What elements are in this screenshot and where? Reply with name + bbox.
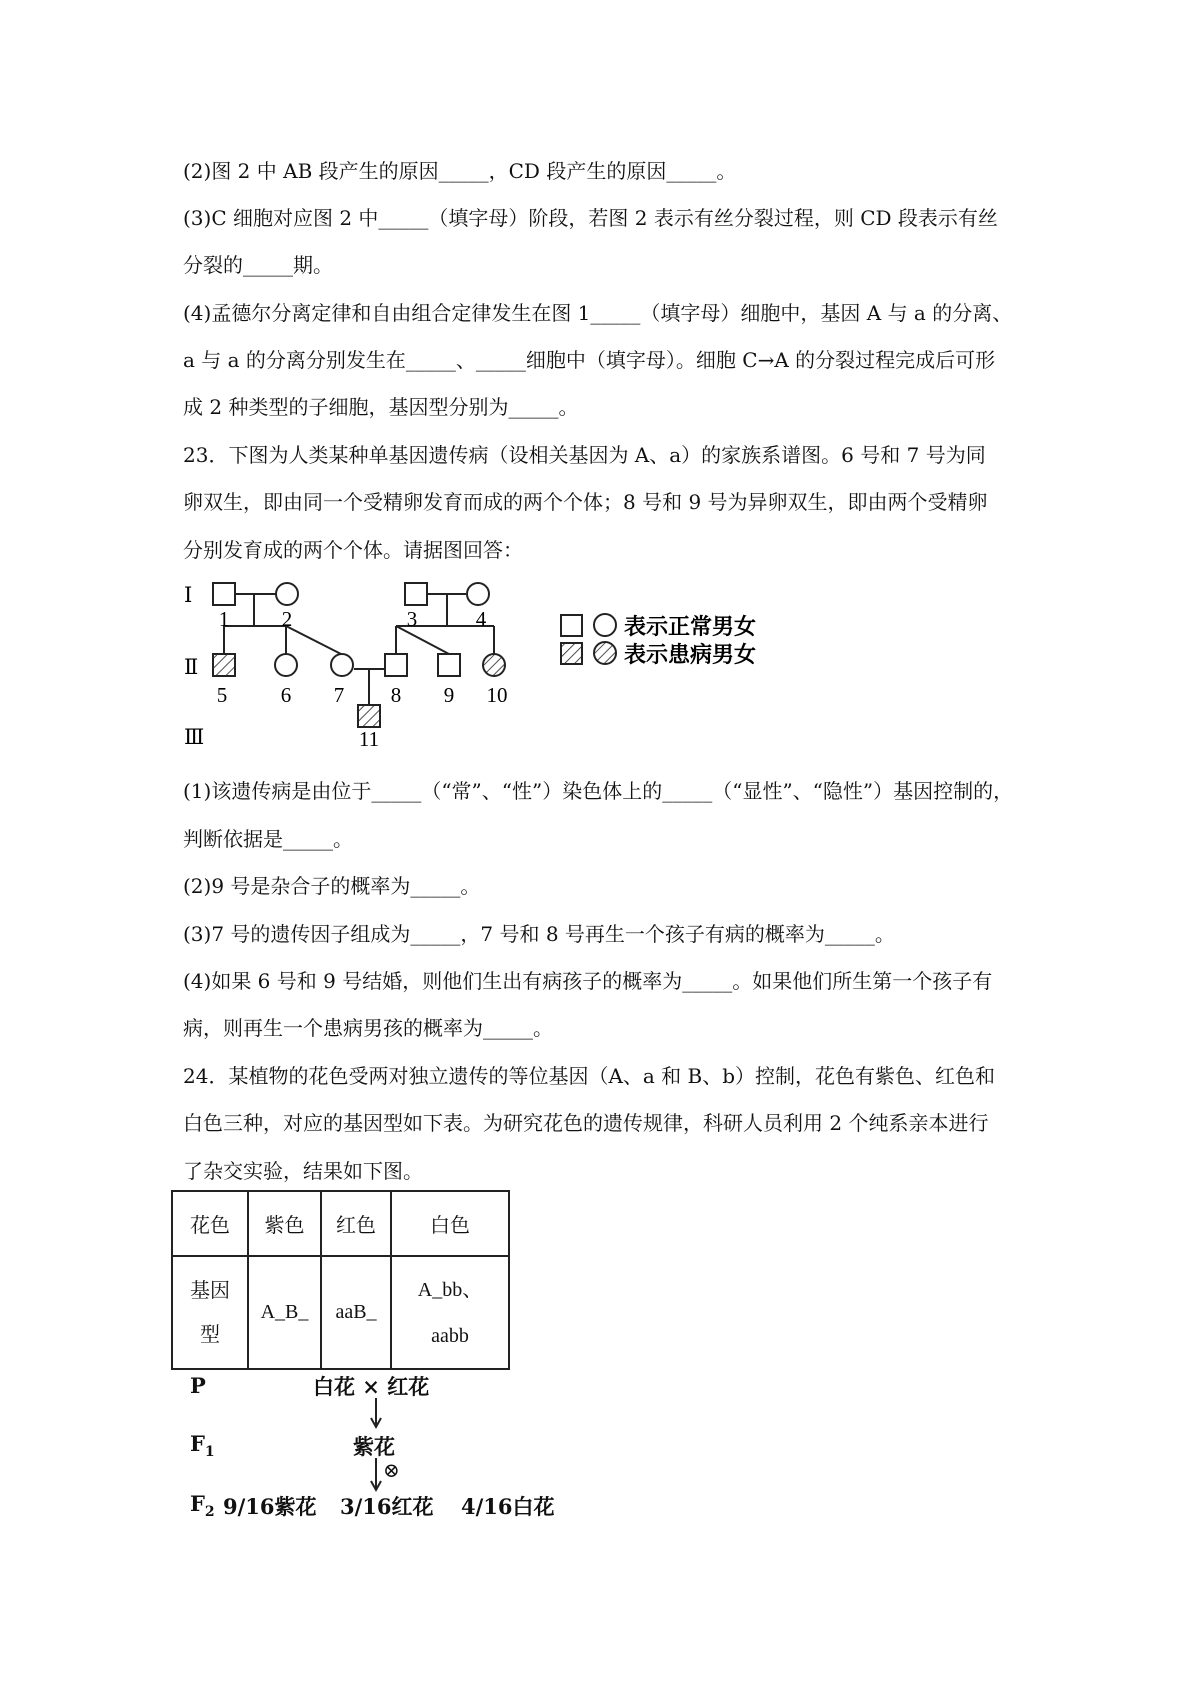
table-cell-white-line2: aabb — [431, 1324, 469, 1347]
label-4: 4 — [475, 607, 487, 631]
label-9: 9 — [443, 683, 455, 707]
table-header-color: 花色 — [172, 1191, 248, 1256]
table-row-label-line2: 型 — [200, 1323, 220, 1346]
f2-letter: F — [190, 1491, 205, 1516]
f2-subscript: 2 — [204, 1504, 215, 1521]
label-5: 5 — [216, 683, 228, 707]
cross-f2-white: 4/16白花 — [461, 1494, 555, 1519]
q23-part3: (3)7 号的遗传因子组成为_____，7 号和 8 号再生一个孩子有病的概率为_____。 — [183, 922, 895, 946]
label-1: 1 — [218, 607, 230, 631]
label-10: 10 — [486, 683, 508, 707]
table-header-purple: 紫色 — [248, 1191, 321, 1256]
cross-f1: 紫花 — [353, 1434, 395, 1459]
cross-parents: 白花 × 红花 — [313, 1374, 430, 1399]
q23-intro-line2: 卵双生，即由同一个受精卵发育而成的两个个体；8 号和 9 号为异卵双生，即由两个受精卵 — [183, 490, 988, 514]
q22-part2: (2)图 2 中 AB 段产生的原因_____，CD 段产生的原因_____。 — [183, 159, 737, 183]
self-cross-symbol: ⊗ — [383, 1458, 400, 1482]
q23-part4-line2: 病，则再生一个患病男孩的概率为_____。 — [183, 1016, 553, 1040]
q22-part4-line1: (4)孟德尔分离定律和自由组合定律发生在图 1_____（填字母）细胞中，基因 A 与 a 的分离、 — [183, 301, 1013, 325]
table-cell-red-genotype: aaB_ — [321, 1256, 391, 1369]
generation-III-label: Ⅲ — [184, 725, 205, 749]
label-11: 11 — [358, 727, 380, 751]
legend-normal-text: 表示正常男女 — [624, 615, 757, 640]
cross-p-label: P — [190, 1373, 206, 1398]
label-7: 7 — [333, 683, 345, 707]
label-8: 8 — [390, 683, 402, 707]
q23-intro-line3: 分别发育成的两个个体。请据图回答： — [183, 538, 523, 562]
table-row-label-line1: 基因 — [190, 1279, 230, 1302]
q22-part4-line2: a 与 a 的分离分别发生在_____、_____细胞中（填字母）。细胞 C→A 的分裂过程完成后可形 — [183, 348, 996, 372]
q24-intro-line3: 了杂交实验，结果如下图。 — [183, 1159, 423, 1183]
generation-II-label: Ⅱ — [184, 655, 199, 679]
q22-part3-line2: 分裂的_____期。 — [183, 253, 333, 277]
q23-part2: (2)9 号是杂合子的概率为_____。 — [183, 874, 481, 898]
label-3: 3 — [406, 607, 418, 631]
label-6: 6 — [280, 683, 292, 707]
table-cell-white-line1: A_bb、 — [417, 1278, 483, 1301]
q22-part4-line3: 成 2 种类型的子细胞，基因型分别为_____。 — [183, 395, 579, 419]
table-cell-purple-genotype: A_B_ — [248, 1256, 321, 1369]
legend-affected-text: 表示患病男女 — [624, 643, 757, 668]
q24-intro-line2: 白色三种，对应的基因型如下表。为研究花色的遗传规律，科研人员利用 2 个纯系亲本进行 — [183, 1111, 989, 1135]
table-header-white: 白色 — [391, 1191, 509, 1256]
q23-part1-line1: (1)该遗传病是由位于_____（“常”、“性”）染色体上的_____（“显性”、“隐性”）基因控制的， — [183, 779, 1014, 803]
q22-part3-line1: (3)C 细胞对应图 2 中_____（填字母）阶段，若图 2 表示有丝分裂过程，则 CD 段表示有丝 — [183, 206, 998, 230]
q23-intro-line1: 23．下图为人类某种单基因遗传病（设相关基因为 A、a）的家族系谱图。6 号和 7 号为同 — [183, 443, 986, 467]
cross-f2-purple: 9/16紫花 — [223, 1494, 317, 1519]
table-header-red: 红色 — [321, 1191, 391, 1256]
q24-intro-line1: 24．某植物的花色受两对独立遗传的等位基因（A、a 和 B、b）控制，花色有紫色、红色和 — [183, 1064, 996, 1088]
f1-letter: F — [190, 1431, 205, 1456]
generation-I-label: Ⅰ — [184, 583, 193, 607]
label-2: 2 — [281, 607, 293, 631]
q23-part4-line1: (4)如果 6 号和 9 号结婚，则他们生出有病孩子的概率为_____。如果他们所生第一个孩子有 — [183, 969, 993, 993]
q23-part1-line2: 判断依据是_____。 — [183, 827, 353, 851]
cross-f2-red: 3/16红花 — [340, 1494, 434, 1519]
f1-subscript: 1 — [204, 1444, 215, 1461]
